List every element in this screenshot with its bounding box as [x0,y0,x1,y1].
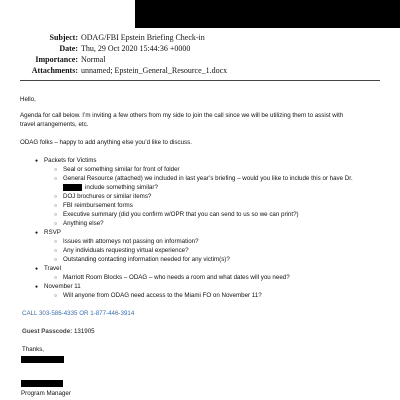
bullet-circle-icon: ○ [54,257,58,263]
agenda-title-november: November 11 [44,283,81,290]
redaction-block-top [135,0,400,28]
agenda-item: Marriott Room Blocks – ODAG – who needs a room and what dates will you need? [63,274,290,281]
greeting: Hello, [20,96,36,103]
call-number-link[interactable]: CALL 303-586-4335 OR 1-877-446-3914 [22,310,135,317]
bullet-circle-icon: ○ [54,167,58,173]
agenda-title-packets: Packets for Victims [44,157,97,164]
passcode-label: Guest Passcode: [22,328,73,335]
passcode-line [22,328,95,336]
header-importance-label: Importance: [35,55,78,64]
agenda-item: Issues with attorneys not passing on information? [63,238,199,245]
agenda-item: Executive summary (did you confirm w/OPR that you can send to us so we can print?) [63,211,299,218]
agenda-item: Seal or something similar for front of folder [63,166,180,173]
bullet-circle-icon: ○ [54,275,58,281]
closing: Thanks, [22,346,45,353]
agenda-title-rsvp: RSVP [44,229,61,236]
header-subject-label: Subject: [49,33,78,42]
odag-line: ODAG folks – happy to add anything else you’d like to discuss. [20,139,192,146]
bullet-circle-icon: ○ [54,248,58,254]
agenda-item: DOJ brochures or similar items? [63,193,152,200]
bullet-circle-icon: ○ [54,293,58,299]
header-attachments-value: unnamed; Epstein_General_Resource_1.docx [81,66,228,75]
bullet-circle-icon: ○ [54,212,58,218]
bullet-circle-icon: ○ [54,194,58,200]
header-importance-value: Normal [81,55,106,64]
header-date-label: Date: [59,44,78,53]
agenda-item-continuation: include something similar? [85,184,158,191]
redaction-block-signature-2 [21,380,63,387]
agenda-item: FBI reimbursement forms [63,202,133,209]
bullet-circle-icon: ○ [54,239,58,245]
header-divider [20,80,380,81]
bullet-circle-icon: ○ [54,221,58,227]
signature-title: Program Manager [21,390,71,397]
agenda-item: Any individuals requesting virtual experience? [63,247,189,254]
bullet-dot-icon: ● [35,158,39,164]
bullet-dot-icon: ● [35,266,39,272]
agenda-item: Outstanding contacting information needed for any victim(s)? [63,256,230,263]
header-date-value: Thu, 29 Oct 2020 15:44:36 +0000 [81,44,191,53]
header-subject-value: ODAG/FBI Epstein Briefing Check-in [81,33,205,42]
header-attachments-label: Attachments: [31,66,78,75]
bullet-circle-icon: ○ [54,203,58,209]
agenda-item: Will anyone from ODAG need access to the Miami FO on November 11? [63,292,262,299]
agenda-item: Anything else? [63,220,104,227]
passcode-value: 131905 [73,328,95,335]
bullet-dot-icon: ● [35,230,39,236]
header-attachments-row [0,65,400,77]
intro-line-1: Agenda for call below. I’m inviting a few others from my side to join the call since we will be utilizing them to assist with [20,112,344,119]
intro-line-2: travel arrangements, etc. [20,121,89,128]
redaction-block-name [63,184,82,191]
bullet-circle-icon: ○ [54,176,58,182]
redaction-block-signature-name [21,356,64,363]
agenda-title-travel: Travel [44,265,61,272]
agenda-item: General Resource (attached) we included in last year’s briefing – would you like to include this or have Dr. [63,175,353,182]
bullet-dot-icon: ● [35,284,39,290]
